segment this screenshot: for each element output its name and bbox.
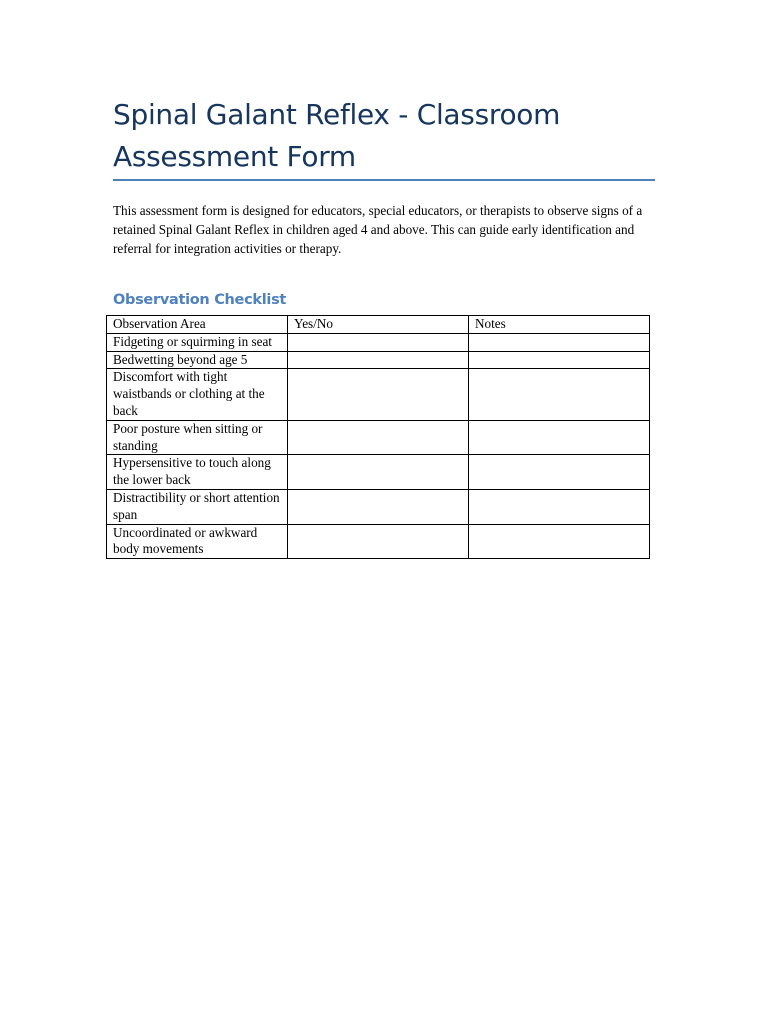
yes-no-cell[interactable] [288, 489, 469, 524]
yes-no-cell[interactable] [288, 420, 469, 455]
observation-area-cell: Fidgeting or squirming in seat [107, 333, 288, 351]
table-header-row [107, 316, 650, 334]
notes-cell[interactable] [469, 351, 650, 369]
section-heading: Observation Checklist [113, 292, 287, 308]
yes-no-cell[interactable] [288, 524, 469, 559]
table-row [107, 369, 650, 420]
observation-area-cell: Poor posture when sitting or standing [107, 420, 288, 455]
yes-no-cell[interactable] [288, 455, 469, 490]
notes-cell[interactable] [469, 369, 650, 420]
yes-no-cell[interactable] [288, 369, 469, 420]
table-row [107, 351, 650, 369]
observation-area-cell: Discomfort with tight waistbands or clothing at the back [107, 369, 288, 420]
column-header-yes-no: Yes/No [288, 316, 469, 334]
column-header-notes: Notes [469, 316, 650, 334]
notes-cell[interactable] [469, 333, 650, 351]
document-title: Spinal Galant Reflex - Classroom Assessment Form [113, 98, 561, 173]
observation-area-cell: Bedwetting beyond age 5 [107, 351, 288, 369]
yes-no-cell[interactable] [288, 351, 469, 369]
table-row [107, 455, 650, 490]
column-header-observation-area: Observation Area [107, 316, 288, 334]
table-row [107, 524, 650, 559]
observation-area-cell: Uncoordinated or awkward body movements [107, 524, 288, 559]
intro-paragraph: This assessment form is designed for educators, special educators, or therapists to observe signs of a retained Spinal Galant Reflex in children aged 4 and above. This can guide early identification and referral for integration activities or therapy. [113, 203, 643, 256]
table-row [107, 489, 650, 524]
notes-cell[interactable] [469, 524, 650, 559]
observation-checklist-table [106, 315, 650, 559]
title-underline [113, 179, 655, 181]
yes-no-cell[interactable] [288, 333, 469, 351]
observation-area-cell: Distractibility or short attention span [107, 489, 288, 524]
table-row [107, 333, 650, 351]
notes-cell[interactable] [469, 489, 650, 524]
table-row [107, 420, 650, 455]
observation-area-cell: Hypersensitive to touch along the lower back [107, 455, 288, 490]
notes-cell[interactable] [469, 455, 650, 490]
notes-cell[interactable] [469, 420, 650, 455]
